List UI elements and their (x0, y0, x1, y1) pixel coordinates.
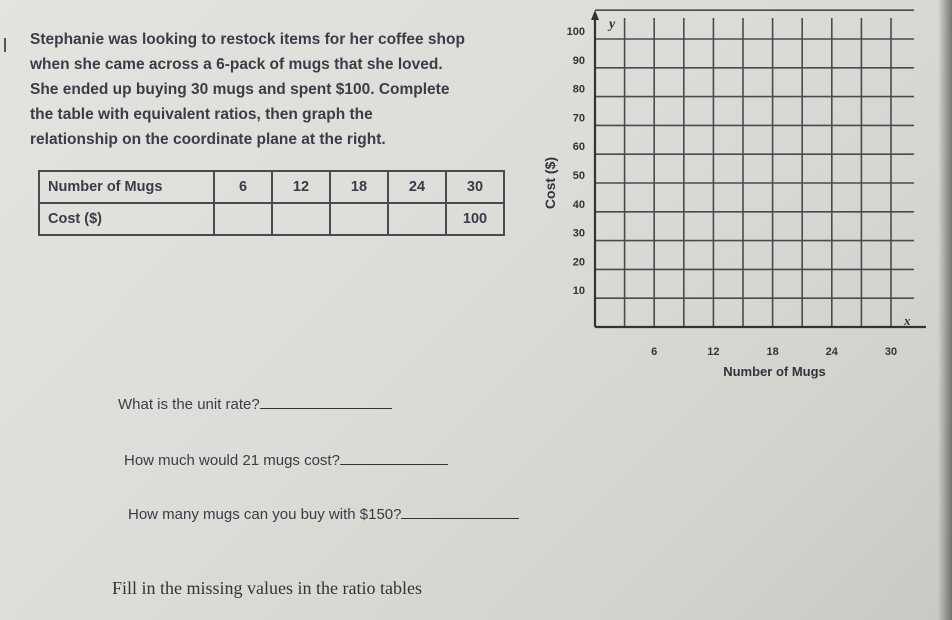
coordinate-plane (530, 10, 930, 390)
x-tick-label: 24 (825, 346, 838, 358)
y-tick-label: 50 (572, 170, 585, 182)
question-150-dollars (128, 506, 519, 523)
y-tick-label: 30 (572, 227, 585, 240)
x-tick-label: 6 (651, 346, 658, 358)
x-axis-letter: x (904, 313, 911, 328)
answer-blank[interactable] (340, 464, 448, 465)
row-header-mugs: Number of Mugs (39, 171, 214, 203)
footer-instruction: Fill in the missing values in the ratio tables (112, 578, 422, 598)
problem-line: relationship on the coordinate plane at the right. (30, 131, 386, 148)
x-tick-label: 12 (707, 346, 720, 358)
y-axis-letter: y (609, 17, 616, 32)
y-tick-label: 20 (572, 256, 585, 269)
blank-cell[interactable] (214, 203, 272, 235)
question-21-mugs (124, 452, 448, 469)
answer-blank[interactable] (260, 408, 392, 409)
blank-cell[interactable] (272, 203, 330, 235)
table-cell: 18 (330, 171, 388, 203)
table-cell: 12 (272, 171, 330, 203)
table-cell: 24 (388, 171, 446, 203)
question-unit-rate (118, 396, 392, 413)
y-tick-label: 10 (572, 285, 585, 298)
x-tick-label: 18 (766, 346, 779, 358)
question-text: How many mugs can you buy with $150? (128, 506, 402, 523)
y-tick-label: 40 (572, 198, 585, 211)
row-header-cost: Cost ($) (39, 203, 214, 235)
problem-line: the table with equivalent ratios, then graph the (30, 106, 373, 123)
y-tick-label: 90 (572, 54, 585, 67)
chart-svg (530, 10, 930, 390)
table-cell: 6 (214, 171, 272, 203)
blank-cell[interactable] (388, 203, 446, 235)
problem-line: when she came across a 6-pack of mugs that she loved. (30, 56, 443, 73)
blank-cell[interactable] (330, 203, 388, 235)
table-row (39, 171, 504, 203)
problem-line: She ended up buying 30 mugs and spent $100. Complete (30, 81, 450, 98)
table-row (39, 203, 504, 235)
y-axis-arrow (591, 10, 599, 20)
problem-line: Stephanie was looking to restock items for her coffee shop (30, 31, 465, 48)
question-text: How much would 21 mugs cost? (124, 452, 340, 469)
problem-statement (30, 27, 500, 152)
x-axis-title: Number of Mugs (723, 364, 826, 379)
y-tick-label: 70 (572, 112, 585, 125)
y-tick-label: 80 (572, 83, 585, 96)
table-cell: 100 (446, 203, 504, 235)
page-edge-shadow (938, 0, 952, 620)
margin-mark (4, 38, 6, 52)
table-cell: 30 (446, 171, 504, 203)
y-tick-label: 60 (572, 141, 585, 154)
ratio-table (38, 170, 505, 236)
y-axis-title: Cost ($) (542, 156, 558, 210)
y-tick-label: 100 (566, 26, 585, 38)
answer-blank[interactable] (401, 518, 519, 519)
x-tick-label: 30 (884, 346, 898, 358)
question-text: What is the unit rate? (118, 396, 260, 413)
